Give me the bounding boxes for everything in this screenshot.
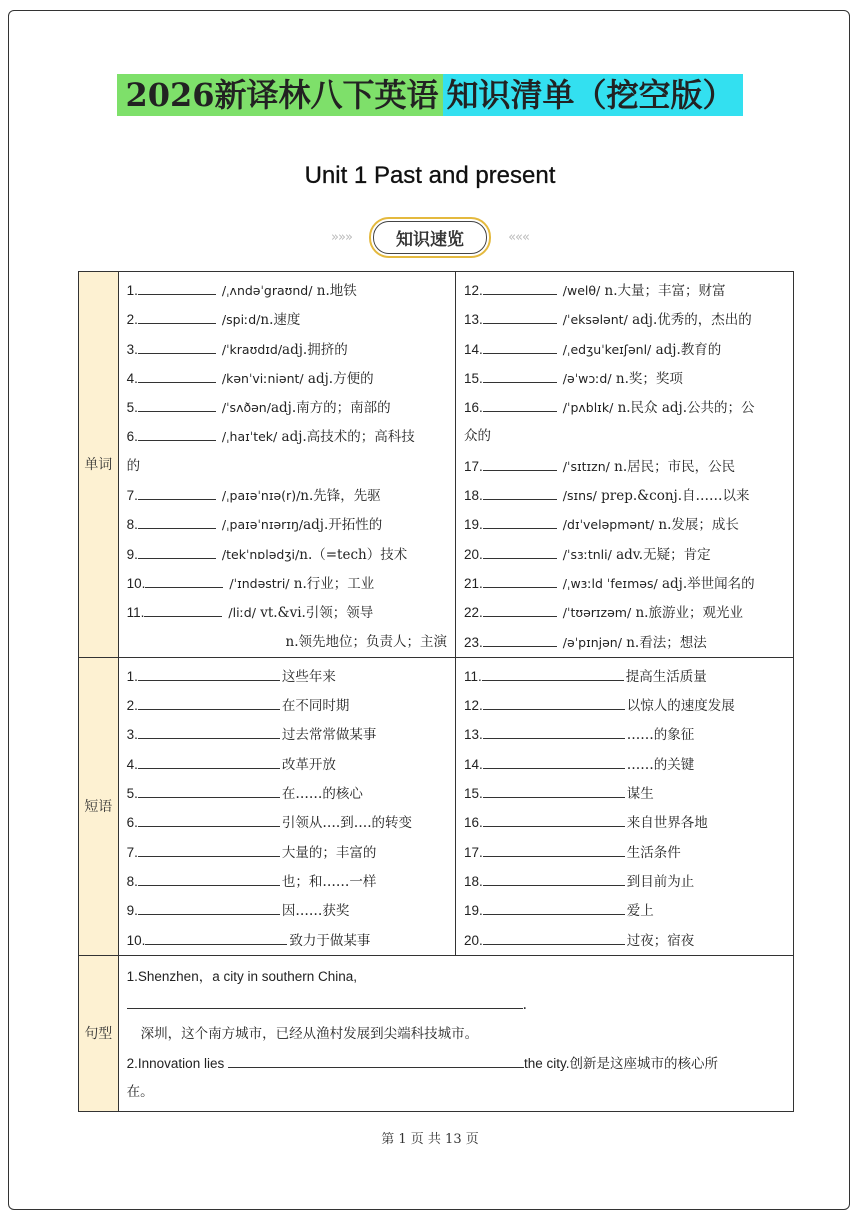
answer-blank (483, 485, 557, 500)
answer-blank (483, 695, 625, 710)
vocab-right-column (456, 272, 794, 658)
phonetic: /liːd/ (228, 605, 256, 621)
phrase-item (464, 896, 785, 925)
meaning: 过去常常做某事 (281, 727, 377, 744)
phrase-item (127, 662, 447, 691)
answer-blank (483, 900, 625, 915)
phrase-item (464, 808, 785, 837)
item-number: 2. (126, 312, 138, 328)
item-number: 3. (126, 341, 138, 357)
item-number: 13. (464, 312, 483, 328)
meaning: 提高生活质量 (625, 668, 707, 685)
phonetic: /ˌhaɪˈtek/ (221, 429, 278, 445)
vocab-item (127, 540, 447, 569)
meaning: n.奖；奖项 (611, 370, 683, 387)
meaning: adj.方便的 (303, 370, 374, 387)
item-number: 17. (464, 458, 483, 474)
answer-blank (138, 783, 280, 798)
phrase-item (464, 720, 785, 749)
sentence-1-translation: 深圳，这个南方城市，已经从渔村发展到尖端科技城市。 (140, 1025, 479, 1042)
phrase-item (127, 838, 447, 867)
answer-blank (138, 900, 280, 915)
phonetic: /kənˈviːniənt/ (221, 370, 304, 386)
meaning: 以惊人的速度发展 (626, 698, 735, 715)
vocab-item (464, 510, 785, 539)
item-number: 6. (126, 429, 138, 445)
sentence-2-continuation: 在。 (126, 1083, 154, 1100)
answer-blank (138, 544, 216, 559)
meaning: 爱上 (626, 903, 654, 920)
phrase-left-column (118, 657, 455, 955)
answer-blank (483, 573, 557, 588)
meaning: 改革开放 (281, 756, 336, 773)
meaning: prep.&conj.自……以来 (596, 488, 750, 505)
unit-title: Unit 1 Past and present (304, 162, 556, 189)
answer-blank (483, 783, 625, 798)
item-number: 11. (464, 668, 482, 684)
meaning: n.看法；想法 (621, 634, 707, 651)
item-number: 19. (464, 517, 483, 533)
vocab-item (127, 481, 447, 510)
vocab-item (464, 540, 785, 569)
meaning: 生活条件 (626, 844, 681, 861)
meaning: 在不同时期 (281, 698, 350, 715)
answer-blank (483, 602, 557, 617)
item-number: 16. (464, 400, 483, 416)
phrase-item (464, 750, 785, 779)
item-number: 22. (464, 605, 483, 621)
item-number: 8. (126, 873, 138, 889)
item-number: 23. (464, 634, 483, 650)
item-number: 5. (126, 400, 138, 416)
vocab-item (127, 569, 447, 598)
answer-blank (483, 309, 557, 324)
phrase-row (79, 657, 794, 955)
vocab-item (127, 510, 447, 539)
phonetic: /ˌʌndəˈgraʊnd/ (221, 283, 313, 298)
meaning: 过夜；宿夜 (626, 932, 695, 949)
item-number: 12. (464, 698, 483, 714)
meaning: n.速度 (260, 312, 301, 329)
phonetic: /welθ/ (562, 283, 601, 298)
phrase-item (464, 838, 785, 867)
vocab-item (464, 422, 785, 451)
item-number: 11. (126, 605, 145, 621)
vocab-item (464, 393, 785, 422)
answer-blank (483, 842, 625, 857)
phrase-item (127, 779, 447, 808)
vocab-left-column (118, 272, 455, 658)
meaning: n.行业；工业 (289, 575, 375, 592)
sentence-row (79, 955, 794, 1111)
item-number: 4. (126, 370, 138, 386)
answer-blank (483, 368, 557, 383)
item-number: 20. (464, 546, 483, 562)
phrase-item (127, 926, 447, 955)
phonetic: /ˈsʌðən/ (221, 400, 271, 416)
meaning: n.发展；成长 (654, 517, 739, 534)
answer-blank (138, 666, 280, 681)
meaning: n.居民；市民，公民 (609, 458, 736, 475)
item-number: 9. (126, 903, 138, 919)
meaning: ……的象征 (626, 727, 695, 744)
phonetic: /spiːd/ (221, 312, 261, 328)
phonetic: /sɪns/ (562, 488, 597, 504)
vocab-category: 单词 (79, 272, 119, 658)
meaning: n.地铁 (312, 283, 357, 299)
item-number: 4. (126, 756, 138, 772)
arrow-right-icon: »»» (331, 230, 352, 245)
phonetic: /ˈpʌblɪk/ (562, 400, 614, 416)
meaning: 众的 (464, 428, 492, 445)
phonetic: /əˈwɔːd/ (562, 370, 612, 386)
meaning: adv.无疑；肯定 (611, 546, 711, 563)
meaning: n.（=tech）技术 (299, 546, 408, 563)
item-number: 12. (464, 283, 483, 298)
sentence-2-line (127, 1049, 785, 1078)
phonetic: /ˈtʊərɪzəm/ (562, 605, 632, 621)
answer-blank (138, 397, 216, 412)
vocab-item (127, 276, 447, 305)
meaning: 的 (126, 457, 141, 474)
phonetic: /ˈkraʊdɪd/ (221, 341, 283, 357)
vocab-row (79, 272, 794, 658)
item-number: 5. (126, 786, 138, 802)
meaning: 在……的核心 (281, 786, 363, 803)
sentence-1-answer-line (127, 991, 785, 1020)
meaning: 来自世界各地 (626, 815, 708, 832)
meaning: 谋生 (626, 786, 654, 803)
answer-blank (483, 632, 557, 647)
vocab-item (127, 393, 447, 422)
item-number: 3. (126, 727, 138, 743)
vocab-item (464, 598, 785, 627)
phrase-item (127, 808, 447, 837)
sentence-1-prompt: 1.Shenzhen，a city in southern China, (126, 968, 358, 984)
item-number: 2. (126, 698, 138, 714)
answer-blank (483, 397, 557, 412)
sentence-category: 句型 (79, 955, 119, 1111)
meaning: adj.举世闻名的 (657, 575, 755, 592)
phonetic: /ˌwɜːld ˈfeɪməs/ (562, 575, 658, 591)
meaning: n.民众 adj.公共的；公 (613, 400, 755, 417)
meaning: adj.拥挤的 (282, 341, 348, 358)
badge-frame (369, 217, 491, 258)
page-number: 第 1 页 共 13 页 (381, 1132, 479, 1147)
meaning: ……的关键 (626, 756, 695, 773)
vocab-item (464, 335, 785, 364)
vocab-item (464, 628, 785, 657)
answer-blank (138, 842, 280, 857)
meaning: 也；和……一样 (281, 873, 377, 890)
knowledge-table (78, 271, 794, 1112)
phrase-item (464, 867, 785, 896)
answer-blank (138, 754, 280, 769)
sentence-2-prefix: 2.Innovation lies (126, 1055, 228, 1071)
meaning: 到目前为止 (626, 873, 695, 890)
answer-blank (138, 724, 280, 739)
item-number: 1. (126, 668, 138, 684)
title-part-2: 知识清单（挖空版） (443, 74, 743, 116)
answer-blank (145, 930, 287, 945)
vocab-item (464, 305, 785, 334)
vocab-item (464, 364, 785, 393)
meaning: adj.优秀的，杰出的 (627, 312, 752, 329)
answer-blank (483, 514, 557, 529)
item-number: 8. (126, 517, 138, 533)
sentence-2-suffix: the city.创新是这座城市的核心所 (523, 1055, 718, 1071)
meaning: adj.高技术的；高科技 (277, 429, 415, 446)
meaning: 因……获奖 (281, 903, 350, 920)
phrase-item (127, 867, 447, 896)
answer-blank (138, 871, 280, 886)
meaning: n.大量；丰富；财富 (600, 283, 726, 299)
item-number: 16. (464, 815, 483, 831)
vocab-item (127, 305, 447, 334)
answer-blank (138, 812, 280, 827)
phonetic: /tekˈnɒlədʒi/ (221, 546, 300, 562)
item-number: 1. (126, 283, 138, 298)
phonetic: /ˈeksələnt/ (562, 312, 628, 328)
phrase-item (127, 750, 447, 779)
item-number: 14. (464, 341, 483, 357)
phrase-item (127, 896, 447, 925)
vocab-item (127, 364, 447, 393)
sentence-cell (118, 955, 793, 1111)
item-number: 21. (464, 575, 483, 591)
item-number: 6. (126, 815, 138, 831)
answer-blank (483, 812, 625, 827)
title-part-1: 2026新译林八下英语 (117, 74, 442, 116)
answer-blank (144, 602, 222, 617)
phrase-right-column (456, 657, 794, 955)
meaning: n.领先地位；负责人；主演 (285, 633, 448, 650)
vocab-item (127, 598, 447, 627)
answer-blank (483, 280, 557, 295)
answer-blank (483, 930, 625, 945)
phrase-item (464, 691, 785, 720)
answer-blank (138, 485, 216, 500)
phonetic: /ˌedʒuˈkeɪʃənl/ (562, 341, 652, 357)
item-number: 17. (464, 844, 483, 860)
meaning: 引领从….到….的转变 (281, 815, 412, 832)
page-title (0, 70, 860, 120)
phrase-item (464, 926, 785, 955)
item-number: 13. (464, 727, 483, 743)
item-number: 18. (464, 873, 483, 889)
item-number: 7. (126, 844, 138, 860)
phonetic: /əˈpɪnjən/ (562, 634, 622, 650)
answer-blank (138, 514, 216, 529)
item-number: 19. (464, 903, 483, 919)
item-number: 18. (464, 488, 483, 504)
meaning: 这些年来 (281, 668, 336, 685)
badge-label: 知识速览 (373, 221, 487, 254)
meaning: n.先锋，先驱 (300, 488, 381, 505)
meaning: 致力于做某事 (289, 932, 371, 949)
answer-blank (138, 309, 216, 324)
phrase-item (127, 691, 447, 720)
answer-blank (138, 339, 216, 354)
answer-blank (483, 456, 557, 471)
item-number: 15. (464, 786, 483, 802)
answer-blank (483, 339, 557, 354)
answer-blank (228, 1053, 524, 1068)
phrase-item (464, 662, 785, 691)
vocab-item (464, 569, 785, 598)
item-number: 10. (126, 932, 146, 948)
phonetic: /ˈɪndəstri/ (229, 575, 290, 591)
meaning: n.旅游业；观光业 (631, 605, 743, 622)
answer-blank (483, 754, 625, 769)
item-number: 10. (126, 575, 146, 591)
vocab-item (127, 335, 447, 364)
meaning: adj.教育的 (651, 341, 722, 358)
answer-blank (138, 368, 216, 383)
answer-blank (483, 544, 557, 559)
phrase-item (127, 720, 447, 749)
phonetic: /ˈsɜːtnli/ (562, 546, 612, 562)
item-number: 15. (464, 370, 483, 386)
phonetic: /dɪˈveləpmənt/ (562, 517, 655, 533)
meaning: adj.开拓性的 (303, 517, 383, 534)
meaning: 大量的；丰富的 (281, 844, 377, 861)
answer-blank (127, 994, 523, 1009)
meaning: vt.&vi.引领；领导 (255, 605, 374, 622)
answer-blank (482, 666, 624, 681)
section-badge (0, 217, 860, 258)
answer-blank (138, 280, 216, 295)
vocab-item (127, 452, 447, 481)
answer-blank (138, 426, 216, 441)
phonetic: /ˌpaɪəˈnɪərɪŋ/ (221, 517, 304, 533)
item-number: 9. (126, 546, 138, 562)
arrow-left-icon: ««« (508, 230, 529, 245)
item-number: 14. (464, 756, 483, 772)
vocab-item (464, 276, 785, 305)
vocab-item (127, 422, 447, 451)
vocab-item (464, 481, 785, 510)
sentence-1-end: . (522, 996, 527, 1013)
vocab-item (464, 452, 785, 481)
answer-blank (145, 573, 223, 588)
phonetic: /ˈsɪtɪzn/ (562, 458, 610, 474)
phrase-category: 短语 (79, 657, 119, 955)
answer-blank (138, 695, 280, 710)
phonetic: /ˌpaɪəˈnɪə(r)/ (221, 488, 301, 504)
item-number: 7. (126, 488, 138, 504)
meaning: adj.南方的；南部的 (270, 400, 391, 417)
answer-blank (483, 871, 625, 886)
phrase-item (464, 779, 785, 808)
item-number: 20. (464, 932, 483, 948)
answer-blank (483, 724, 625, 739)
vocab-item (127, 628, 447, 657)
